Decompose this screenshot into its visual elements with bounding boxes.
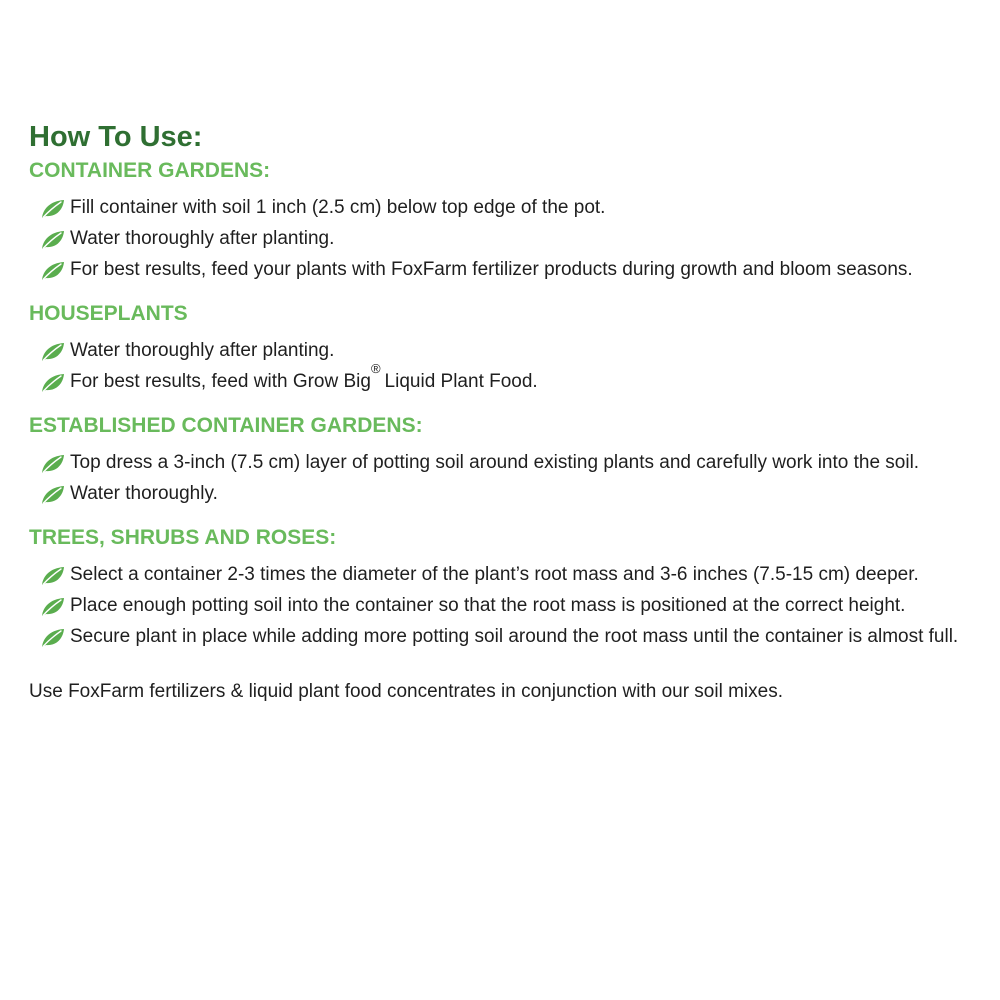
section-houseplants (29, 299, 989, 397)
section-established-container-gardens (29, 411, 989, 509)
leaf-icon (41, 454, 65, 474)
list-item-text: Select a container 2-3 times the diameter of the plant’s root mass and 3-6 inches (7.5-15 cm) deeper. (70, 564, 919, 585)
bullet-list (29, 192, 989, 285)
bullet-list (29, 335, 989, 397)
list-item (29, 192, 989, 223)
page-title: How To Use: (29, 121, 203, 153)
leaf-icon (41, 566, 65, 586)
list-item-text: Liquid Plant Food. (384, 371, 538, 392)
list-item-text: Fill container with soil 1 inch (2.5 cm) below top edge of the pot. (70, 197, 606, 218)
footer-note: Use FoxFarm fertilizers & liquid plant food concentrates in conjunction with our soil mixes. (29, 681, 783, 702)
section-heading: CONTAINER GARDENS: (29, 159, 271, 182)
how-to-use-content (29, 118, 989, 707)
leaf-icon (41, 230, 65, 250)
bullet-list (29, 559, 989, 652)
list-item (29, 590, 989, 621)
list-item (29, 254, 989, 285)
leaf-icon (41, 485, 65, 505)
list-item (29, 223, 989, 254)
list-item-text: For best results, feed your plants with FoxFarm fertilizer products during growth and bloom seasons. (70, 259, 913, 280)
list-item-text: For best results, feed with Grow Big (70, 371, 371, 392)
section-heading: TREES, SHRUBS AND ROSES: (29, 526, 337, 549)
section-container-gardens (29, 156, 989, 285)
leaf-icon (41, 199, 65, 219)
bullet-list (29, 447, 989, 509)
list-item (29, 559, 989, 590)
registered-mark: ® (370, 361, 381, 376)
leaf-icon (41, 373, 65, 393)
list-item (29, 478, 989, 509)
list-item-text: Top dress a 3-inch (7.5 cm) layer of potting soil around existing plants and carefully work into the soil. (70, 452, 920, 473)
list-item-text: Place enough potting soil into the container so that the root mass is positioned at the correct height. (70, 595, 906, 616)
leaf-icon (41, 261, 65, 281)
list-item (29, 335, 989, 366)
leaf-icon (41, 597, 65, 617)
list-item (29, 447, 989, 478)
list-item-text: Secure plant in place while adding more potting soil around the root mass until the container is almost full. (70, 626, 959, 647)
section-trees-shrubs-roses (29, 523, 989, 652)
leaf-icon (41, 342, 65, 362)
leaf-icon (41, 628, 65, 648)
list-item-text: Water thoroughly after planting. (70, 340, 335, 361)
list-item (29, 621, 989, 652)
section-heading: HOUSEPLANTS (29, 302, 188, 325)
list-item-text: Water thoroughly after planting. (70, 228, 335, 249)
section-heading: ESTABLISHED CONTAINER GARDENS: (29, 414, 423, 437)
list-item (29, 361, 989, 397)
list-item-text: Water thoroughly. (70, 483, 218, 504)
